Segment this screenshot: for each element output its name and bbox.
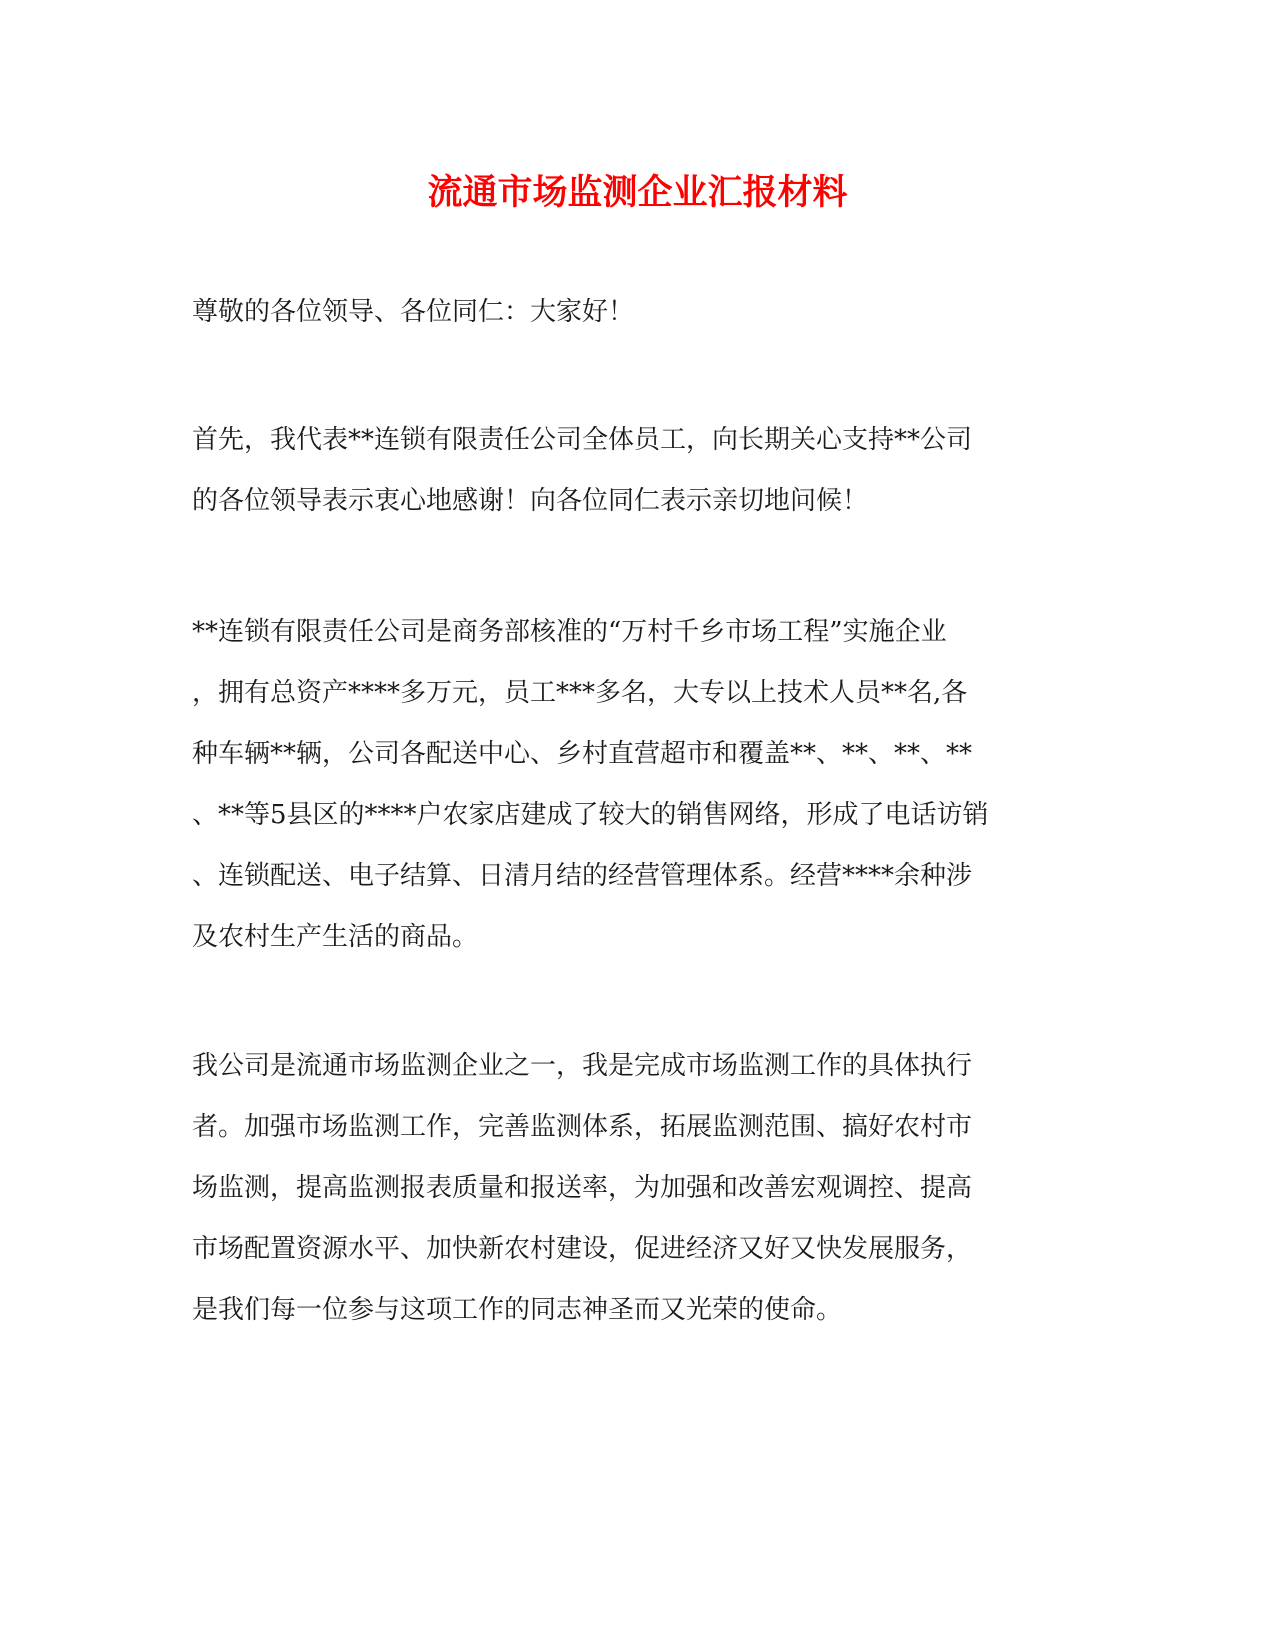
text-line: 是我们每一位参与这项工作的同志神圣而又光荣的使命。: [192, 1295, 843, 1325]
paragraph-mission: [192, 1036, 1092, 1341]
paragraph-greeting: [192, 282, 1092, 343]
paragraph-company-intro: [192, 602, 1092, 968]
text-line: 、**等5县区的****户农家店建成了较大的销售网络，形成了电话访销: [192, 800, 989, 830]
text-line: 场监测，提高监测报表质量和报送率，为加强和改善宏观调控、提高: [192, 1173, 973, 1203]
text-line: 的各位领导表示衷心地感谢！向各位同仁表示亲切地问候！: [192, 486, 869, 516]
text-line: 市场配置资源水平、加快新农村建设，促进经济又好又快发展服务，: [192, 1234, 973, 1264]
text-line: 我公司是流通市场监测企业之一，我是完成市场监测工作的具体执行: [192, 1051, 973, 1081]
document-title: 流通市场监测企业汇报材料: [427, 172, 848, 213]
text-line: **连锁有限责任公司是商务部核准的“万村千乡市场工程”实施企业: [192, 617, 947, 647]
text-line: 种车辆**辆，公司各配送中心、乡村直营超市和覆盖**、**、**、**: [192, 739, 973, 769]
text-line: 、连锁配送、电子结算、日清月结的经营管理体系。经营****余种涉: [192, 861, 973, 891]
text-line: 首先，我代表**连锁有限责任公司全体员工，向长期关心支持**公司: [192, 425, 973, 455]
text-line: 者。加强市场监测工作，完善监测体系，拓展监测范围、搞好农村市: [192, 1112, 973, 1142]
text-line: 尊敬的各位领导、各位同仁：大家好！: [192, 297, 635, 327]
text-line: ，拥有总资产****多万元，员工***多名，大专以上技术人员**名,各: [192, 678, 968, 708]
paragraph-thanks: [192, 410, 1092, 532]
text-line: 及农村生产生活的商品。: [192, 922, 479, 952]
